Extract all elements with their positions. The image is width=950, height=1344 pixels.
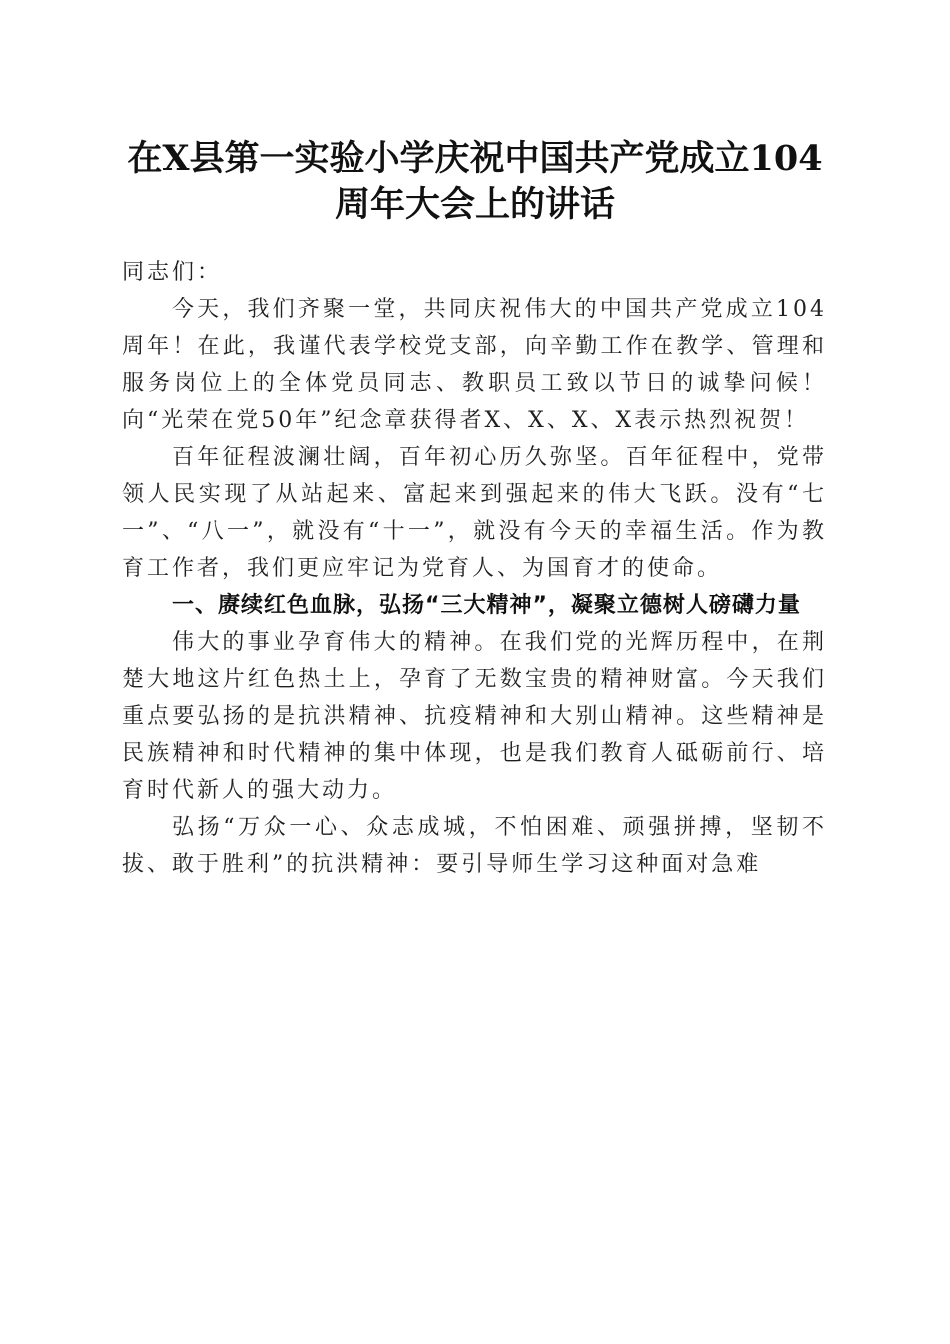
salutation: 同志们： (122, 260, 223, 285)
paragraph-spirit: 伟大的事业孕育伟大的精神。在我们党的光辉历程中，在荆楚大地这片红色热土上，孕育了无数宝贵的精神财富。今天我们重点要弘扬的是抗洪精神、抗疫精神和大别山精神。这些精神是民族精神和时代精神的集中体现，也是我们教育人砥砺前行、培育时代新人的强大动力。 (122, 630, 827, 803)
section-heading-1: 一、赓续红色血脉，弘扬“三大精神”，凝聚立德树人磅礴力量 (172, 593, 801, 618)
document-title: 在X县第一实验小学庆祝中国共产党成立104周年大会上的讲话 (127, 138, 823, 225)
paragraph-history: 百年征程波澜壮阔，百年初心历久弥坚。百年征程中，党带领人民实现了从站起来、富起来到强起来的伟大飞跃。没有“七一”、“八一”，就没有“十一”，就没有今天的幸福生活。作为教育工作者，我们更应牢记为党育人、为国育才的使命。 (122, 445, 827, 581)
paragraph-flood-spirit: 弘扬“万众一心、众志成城，不怕困难、顽强拼搏，坚韧不拔、敢于胜利”的抗洪精神：要引导师生学习这种面对急难 (122, 815, 827, 877)
paragraph-greeting: 今天，我们齐聚一堂，共同庆祝伟大的中国共产党成立104周年！在此，我谨代表学校党支部，向辛勤工作在教学、管理和服务岗位上的全体党员同志、教职员工致以节日的诚挚问候！向“光荣在党50年”纪念章获得者X、X、X、X表示热烈祝贺！ (122, 297, 827, 433)
document-body (122, 254, 827, 883)
